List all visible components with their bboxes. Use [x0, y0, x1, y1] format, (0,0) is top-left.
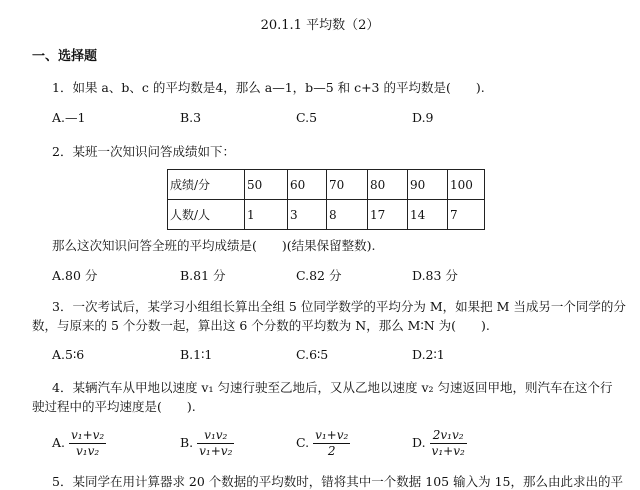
question-3-line-1: 3．一次考试后，某学习小组组长算出全组 5 位同学数学的平均分为 M，如果把 M 当成另一个同学的分: [52, 299, 626, 314]
q4-option-d: [412, 428, 467, 459]
question-4-line-2: 驶过程中的平均速度是( ).: [32, 399, 196, 414]
table-cell: 人数/人: [168, 200, 245, 230]
q3-option-c: C.6∶5: [296, 347, 329, 362]
table-cell: 90: [408, 170, 448, 200]
option-label: B.: [180, 435, 194, 450]
table-row: [168, 170, 485, 200]
table-cell: 17: [368, 200, 408, 230]
question-4-line-1: 4．某辆汽车从甲地以速度 v₁ 匀速行驶至乙地后，又从乙地以速度 v₂ 匀速返回甲地，则汽车在这个行: [52, 380, 613, 395]
q1-option-d: D.9: [412, 110, 434, 125]
q3-option-b: B.1∶1: [180, 347, 213, 362]
fraction-numerator: 2v₁v₂: [430, 428, 467, 444]
page-title: 20.1.1 平均数（2）: [260, 18, 380, 33]
fraction: [430, 428, 467, 459]
fraction-denominator: v₁v₂: [76, 444, 100, 458]
table-row: [168, 200, 485, 230]
fraction-numerator: v₁+v₂: [71, 428, 105, 442]
fraction: [69, 428, 106, 459]
option-label: C.: [296, 435, 310, 450]
question-2-text: 2．某班一次知识问答成绩如下：: [52, 144, 235, 159]
table-cell: 100: [448, 170, 485, 200]
q2-option-d: D.83 分: [412, 268, 458, 283]
q4-option-a: [52, 428, 106, 459]
q1-option-a: A.—1: [52, 110, 86, 125]
q2-option-b: B.81 分: [180, 268, 226, 283]
section-heading: 一、选择题: [32, 49, 98, 64]
table-cell: 50: [245, 170, 288, 200]
q4-option-b: [180, 428, 234, 459]
option-label: D.: [412, 435, 426, 450]
q1-option-c: C.5: [296, 110, 318, 125]
fraction-numerator: v₁+v₂: [315, 428, 349, 442]
table-cell: 3: [288, 200, 327, 230]
score-table: [167, 169, 485, 230]
fraction-denominator: v₁+v₂: [431, 444, 465, 458]
table-cell: 7: [448, 200, 485, 230]
q2-option-c: C.82 分: [296, 268, 342, 283]
fraction-numerator: v₁v₂: [197, 428, 234, 444]
question-3-line-2: 数，与原来的 5 个分数一起，算出这 6 个分数的平均数为 N，那么 M∶N 为( ).: [32, 318, 490, 333]
q3-option-a: A.5∶6: [52, 347, 85, 362]
table-cell: 80: [368, 170, 408, 200]
table-cell: 1: [245, 200, 288, 230]
fraction: [197, 428, 234, 459]
table-cell: 8: [327, 200, 368, 230]
table-cell: 成绩/分: [168, 170, 245, 200]
table-cell: 70: [327, 170, 368, 200]
fraction-denominator: v₁+v₂: [199, 444, 233, 458]
question-1-text: 1．如果 a、b、c 的平均数是4，那么 a—1，b—5 和 c+3 的平均数是( ).: [52, 80, 485, 95]
fraction: [313, 428, 350, 459]
q3-option-d: D.2∶1: [412, 347, 445, 362]
q1-option-b: B.3: [180, 110, 202, 125]
q4-option-c: [296, 428, 350, 459]
question-2-follow: 那么这次知识问答全班的平均成绩是( )(结果保留整数).: [52, 238, 376, 253]
q2-option-a: A.80 分: [52, 268, 98, 283]
question-5-partial: 5．某同学在用计算器求 20 个数据的平均数时，错将其中一个数据 105 输入为 15，那么由此求出的平: [52, 474, 623, 489]
table-cell: 14: [408, 200, 448, 230]
fraction-denominator: 2: [327, 444, 336, 458]
table-cell: 60: [288, 170, 327, 200]
option-label: A.: [52, 435, 66, 450]
